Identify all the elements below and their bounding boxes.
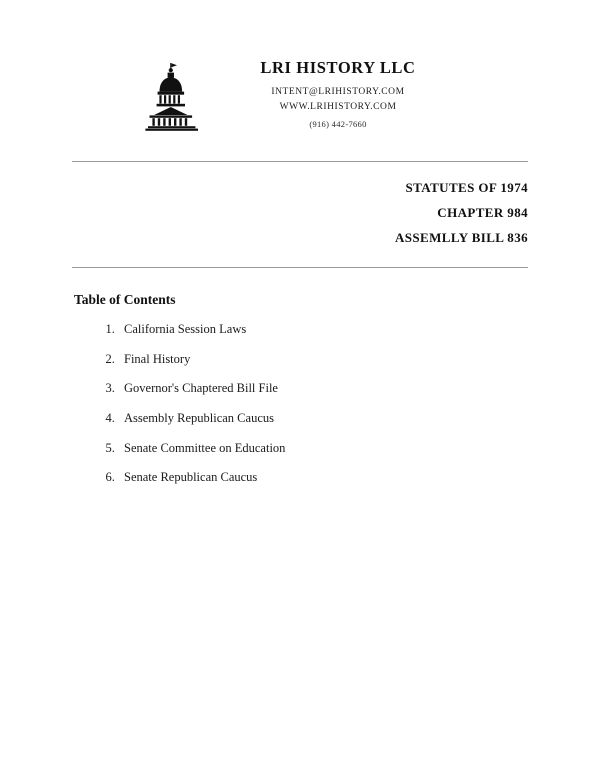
bill-number: ASSEMLLY BILL 836 — [395, 230, 528, 245]
toc-item-label: Governor's Chaptered Bill File — [124, 381, 278, 396]
toc-list — [72, 322, 528, 486]
company-name: LRI HISTORY LLC — [260, 58, 416, 77]
list-item[interactable] — [118, 381, 528, 397]
letterhead-text — [213, 58, 463, 129]
capitol-dome-icon — [137, 60, 207, 132]
toc-heading: Table of Contents — [74, 292, 176, 307]
list-item[interactable] — [118, 470, 528, 486]
list-item[interactable] — [118, 411, 528, 427]
toc-item-label: Final History — [124, 351, 191, 366]
list-item[interactable] — [118, 352, 528, 368]
toc-item-label: Assembly Republican Caucus — [124, 410, 274, 425]
company-email: INTENT@LRIHISTORY.COM — [271, 87, 405, 97]
company-phone: (916) 442-7660 — [309, 119, 367, 129]
toc-item-label: Senate Committee on Education — [124, 440, 286, 455]
title-block — [72, 162, 528, 246]
list-item[interactable] — [118, 322, 528, 338]
letterhead — [0, 0, 600, 130]
company-website: WWW.LRIHISTORY.COM — [279, 102, 397, 112]
table-of-contents — [72, 268, 528, 486]
chapter-number: CHAPTER 984 — [437, 205, 528, 220]
list-item[interactable] — [118, 441, 528, 457]
toc-item-label: Senate Republican Caucus — [124, 470, 258, 485]
statutes-year: STATUTES OF 1974 — [405, 180, 528, 195]
toc-item-label: California Session Laws — [124, 322, 247, 336]
